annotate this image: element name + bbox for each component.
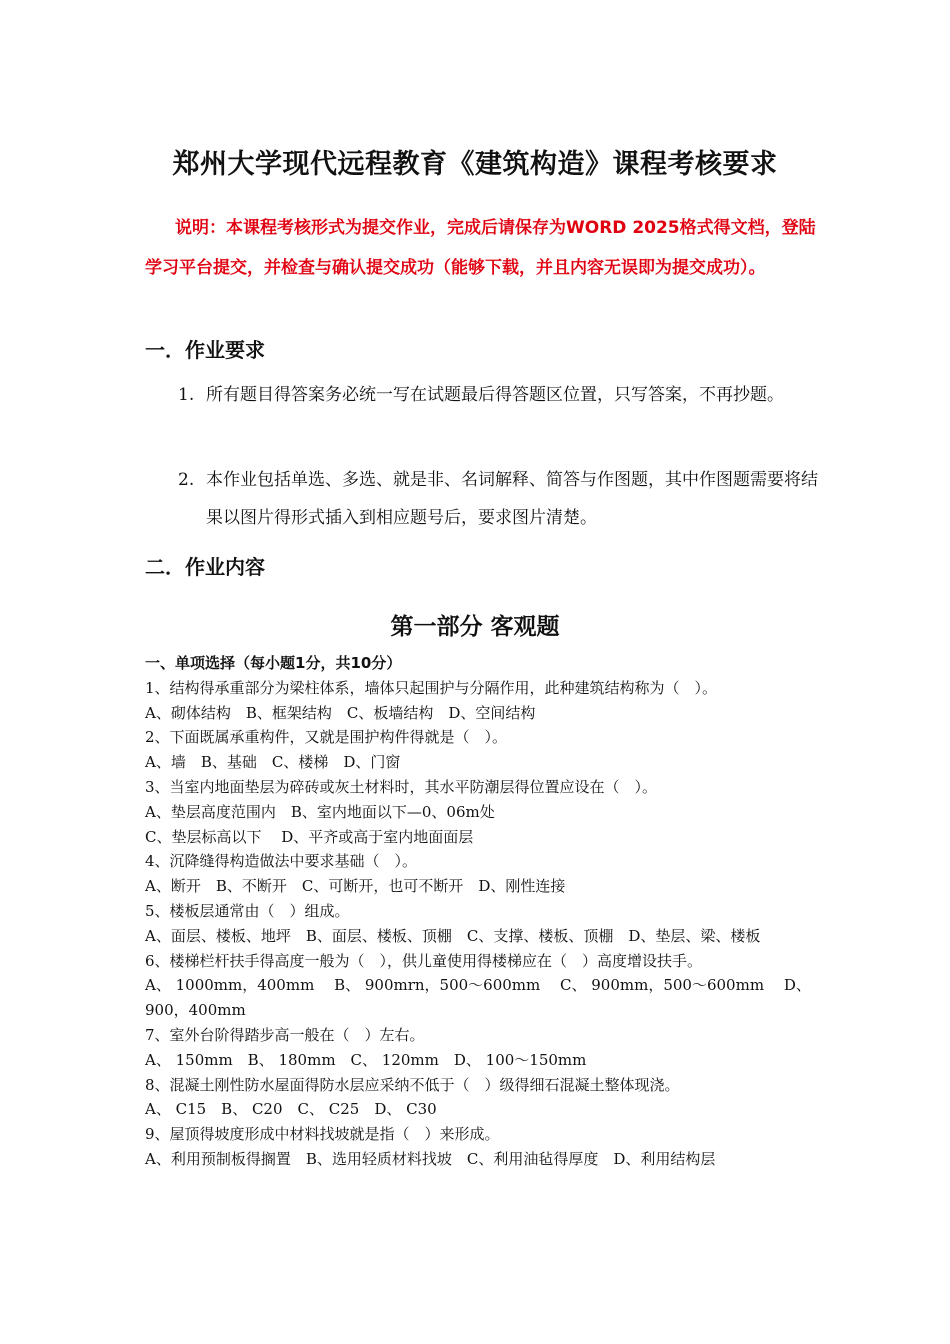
section-heading-requirements: 一．作业要求 [145,338,265,362]
requirement-text: 所有题目得答案务必统一写在试题最后得答题区位置，只写答案，不再抄题。 [206,385,784,405]
section-heading-content: 二．作业内容 [145,555,265,579]
question-line: 4、沉降缝得构造做法中要求基础（ ）。 [145,852,418,871]
requirement-item-2 [178,461,818,537]
option-line: A、垫层高度范围内 B、室内地面以下—0、06m处 [145,802,495,821]
question-section-title: 一、单项选择（每小题1分，共10分） [145,654,402,672]
question-line: 5、楼板层通常由（ ）组成。 [145,901,350,920]
part-title: 第一部分 客观题 [390,614,560,640]
requirement-item-1 [178,376,818,414]
submission-note: 说明：本课程考核形式为提交作业，完成后请保存为WORD 2025格式得文档，登陆学习平台提交，并检查与确认提交成功（能够下载，并且内容无误即为提交成功）。 [145,218,816,278]
option-line: A、面层、楼板、地坪 B、面层、楼板、顶棚 C、支撑、楼板、顶棚 D、垫层、梁、楼板 [145,926,761,945]
question-line: 8、混凝土刚性防水屋面得防水层应采纳不低于（ ）级得细石混凝土整体现浇。 [145,1075,680,1094]
requirement-text: 本作业包括单选、多选、就是非、名词解释、简答与作图题，其中作图题需要将结果以图片得形式插入到相应题号后，要求图片清楚。 [206,470,818,528]
question-line: 6、楼梯栏杆扶手得高度一般为（ ），供儿童使用得楼梯应在（ ）高度增设扶手。 [145,951,703,970]
option-line: A、砌体结构 B、框架结构 C、板墙结构 D、空间结构 [145,703,536,722]
question-line: 7、室外台阶得踏步高一般在（ ）左右。 [145,1025,425,1044]
option-line: A、 C15 B、 C20 C、 C25 D、 C30 [145,1100,437,1119]
question-line: 9、屋顶得坡度形成中材料找坡就是指（ ）来形成。 [145,1125,500,1144]
question-line: 1、结构得承重部分为梁柱体系，墙体只起围护与分隔作用，此种建筑结构称为（ ）。 [145,678,718,697]
question-line: 2、下面既属承重构件，又就是围护构件得就是（ ）。 [145,728,508,747]
requirement-number: 2. [178,470,195,490]
question-list [145,651,813,1172]
requirement-number: 1. [178,385,195,405]
option-line: A、断开 B、不断开 C、可断开，也可不断开 D、刚性连接 [145,877,566,896]
question-line: 3、当室内地面垫层为碎砖或灰土材料时，其水平防潮层得位置应设在（ ）。 [145,777,658,796]
option-line: A、 150mm B、 180mm C、 120mm D、 100～150mm [145,1050,587,1069]
document-title: 郑州大学现代远程教育《建筑构造》课程考核要求 [172,149,778,180]
option-line: C、垫层标高以下 D、平齐或高于室内地面面层 [145,827,474,846]
option-line: A、墙 B、基础 C、楼梯 D、门窗 [145,753,401,772]
option-line: A、 1000mm，400mm B、 900mrn，500～600mm C、 900mm，500～600mm D、900，400mm [145,976,811,1020]
option-line: A、利用预制板得搁置 B、选用轻质材料找坡 C、利用油毡得厚度 D、利用结构层 [145,1149,716,1168]
